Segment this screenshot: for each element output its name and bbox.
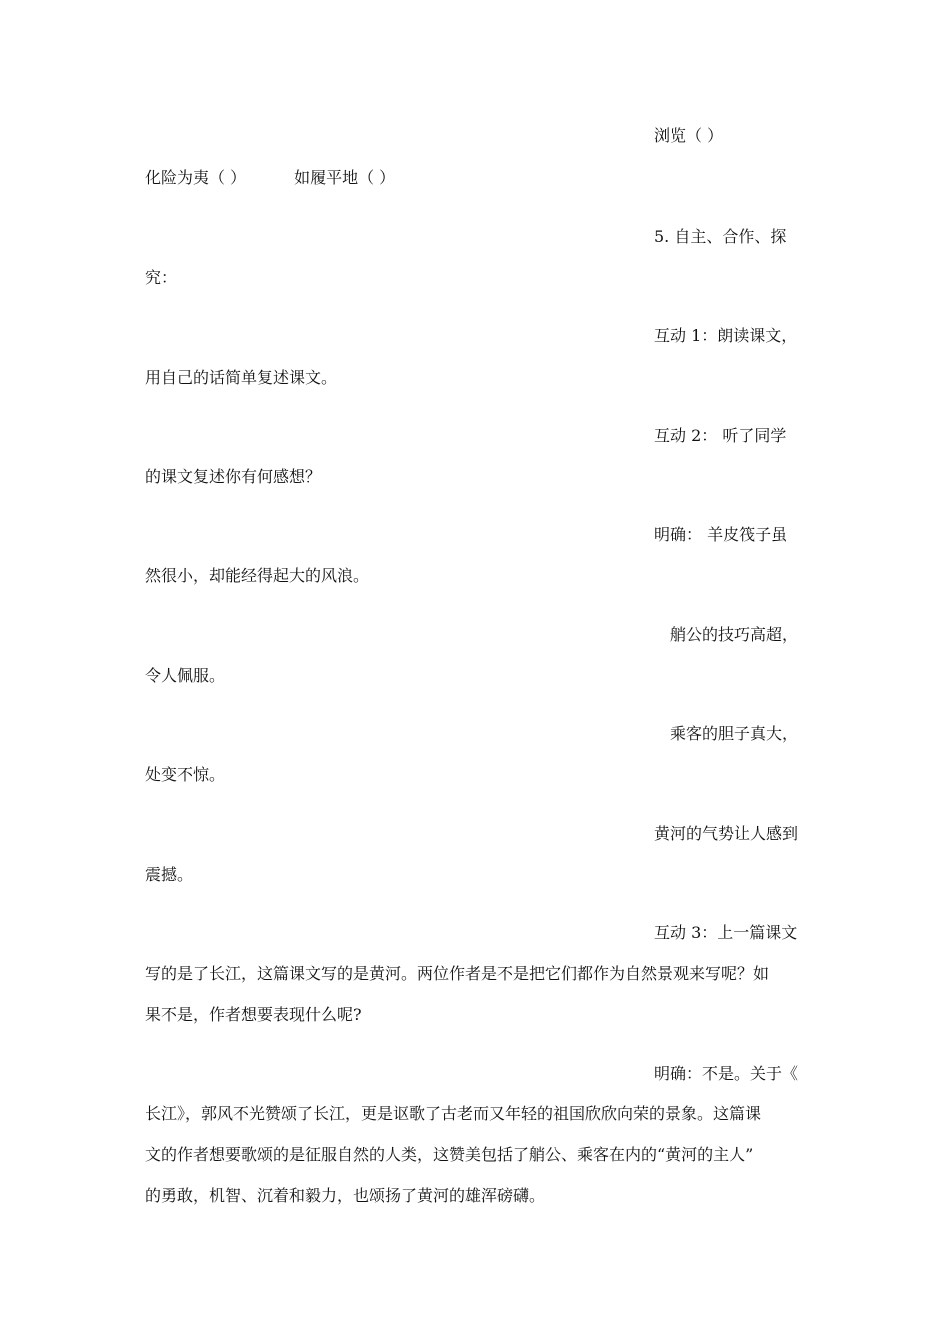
text-line: 明确：不是。关于《 [654,1064,799,1083]
text-line [145,168,395,188]
text-line: 长江》，郭风不光赞颂了长江，更是讴歌了古老而又年轻的祖国欣欣向荣的景象。这篇课 [145,1104,762,1123]
text-line: 互动 1：朗读课文， [654,326,798,345]
text-line: 的课文复述你有何感想？ [145,467,322,486]
text-line: 互动 3：上一篇课文 [654,923,798,942]
text-line: 的勇敢，机智、沉着和毅力，也颂扬了黄河的雄浑磅礴。 [145,1186,546,1205]
text-line: 处变不惊。 [145,765,226,784]
text-line: 乘客的胆子真大， [670,724,799,743]
text-line: 5. 自主、合作、探 [654,227,787,246]
text-line: 用自己的话简单复述课文。 [145,368,338,387]
text-line: 究： [145,268,178,287]
text-line: 艄公的技巧高超， [670,625,799,644]
text-line: 互动 2： 听了同学 [654,426,787,445]
text-line: 令人佩服。 [145,666,226,685]
text-line: 震撼。 [145,865,194,884]
text-segment: 如履平地（ ） [294,168,396,187]
text-line: 黄河的气势让人感到 [654,824,799,843]
text-line: 文的作者想要歌颂的是征服自然的人类，这赞美包括了艄公、乘客在内的“黄河的主人” [145,1145,754,1164]
text-line: 写的是了长江，这篇课文写的是黄河。两位作者是不是把它们都作为自然景观来写呢？如 [145,964,770,983]
text-line: 明确： 羊皮筏子虽 [654,525,788,544]
text-line: 果不是，作者想要表现什么呢? [145,1005,362,1024]
text-line: 然很小，却能经得起大的风浪。 [145,566,370,585]
text-segment: 化险为夷（ ） [145,168,247,187]
text-line: 浏览（ ） [654,126,724,145]
